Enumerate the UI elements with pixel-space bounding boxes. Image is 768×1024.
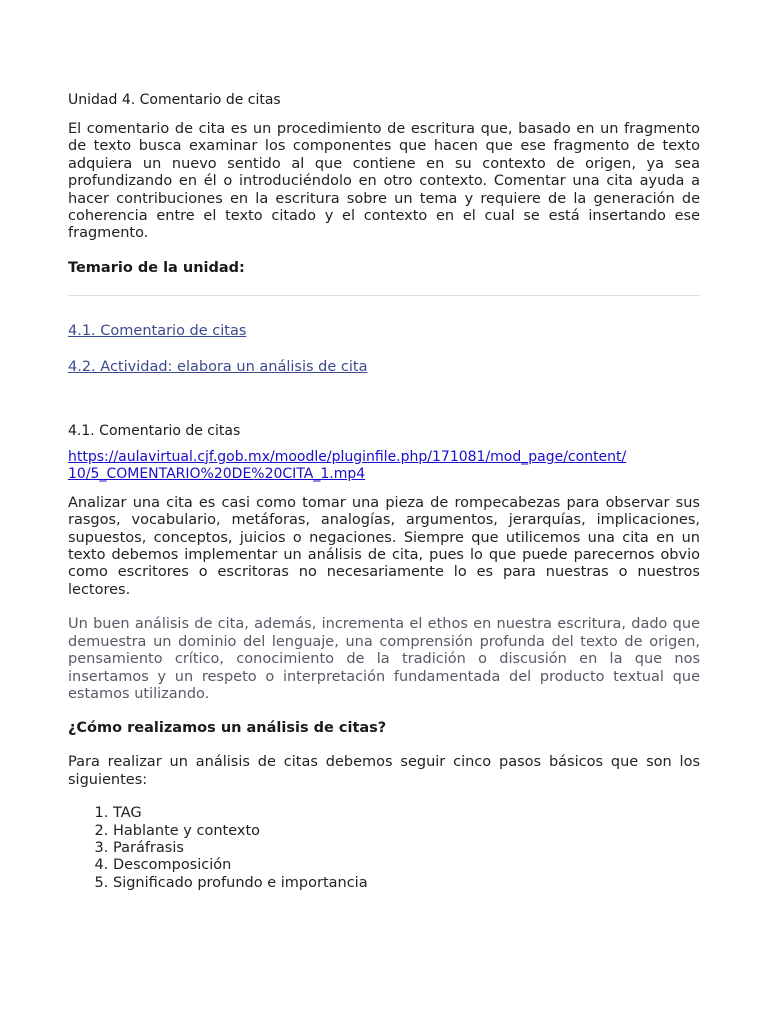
divider: [68, 295, 700, 296]
step-item: 2. Hablante y contexto: [113, 823, 700, 840]
step-item: 1. TAG: [113, 805, 700, 822]
toc-link-4-1[interactable]: 4.1. Comentario de citas: [68, 322, 247, 339]
section-title: 4.1. Comentario de citas: [68, 422, 241, 439]
toc-link-4-2[interactable]: 4.2. Actividad: elabora un análisis de cita: [68, 358, 368, 375]
steps-list: [68, 805, 700, 892]
steps-intro-paragraph: Para realizar un análisis de citas debemos seguir cinco pasos básicos que son los siguientes:: [68, 754, 700, 788]
video-link[interactable]: [68, 449, 700, 483]
step-item: 4. Descomposición: [113, 857, 700, 874]
step-item: 5. Significado profundo e importancia: [113, 875, 700, 892]
document-page: [68, 91, 700, 892]
analysis-paragraph: Analizar una cita es casi como tomar una pieza de rompecabezas para observar sus rasgos, vocabulario, metáforas, analogías, argumentos, jerarquías, implicaciones, supuestos, conceptos, juicios o negaciones. Siempre que utilicemos una cita en un texto debemos implementar un análisis de cita, pues lo que puede parecernos obvio como escritores o escritoras no necesariamente lo es para nuestras o nuestros lectores.: [68, 494, 700, 598]
step-item: 3. Paráfrasis: [113, 840, 700, 857]
video-link-line-1: https://aulavirtual.cjf.gob.mx/moodle/pluginfile.php/171081/mod_page/content/: [68, 448, 627, 465]
video-link-line-2: 10/5_COMENTARIO%20DE%20CITA_1.mp4: [68, 465, 366, 482]
question-title: ¿Cómo realizamos un análisis de citas?: [68, 720, 387, 737]
unit-title: Unidad 4. Comentario de citas: [68, 92, 281, 108]
intro-paragraph: El comentario de cita es un procedimiento de escritura que, basado en un fragmento de texto busca examinar los componentes que hacen que ese fragmento de texto adquiera un nuevo sentido al que contiene en su contexto de origen, ya sea profundizando en él o introduciéndolo en otro contexto. Comentar una cita ayuda a hacer contribuciones en la escritura sobre un tema y requiere de la generación de coherencia entre el texto citado y el contexto en el cual se está insertando ese fragmento.: [68, 121, 700, 242]
syllabus-title: Temario de la unidad:: [68, 259, 245, 276]
ethos-paragraph: Un buen análisis de cita, además, incrementa el ethos en nuestra escritura, dado que demuestra un dominio del lenguaje, una comprensión profunda del texto de origen, pensamiento crítico, conocimiento de la tradición o discusión en la que nos insertamos y un respeto o interpretación fundamentada del producto textual que estamos utilizando.: [68, 616, 700, 702]
toc-list: [68, 322, 700, 376]
